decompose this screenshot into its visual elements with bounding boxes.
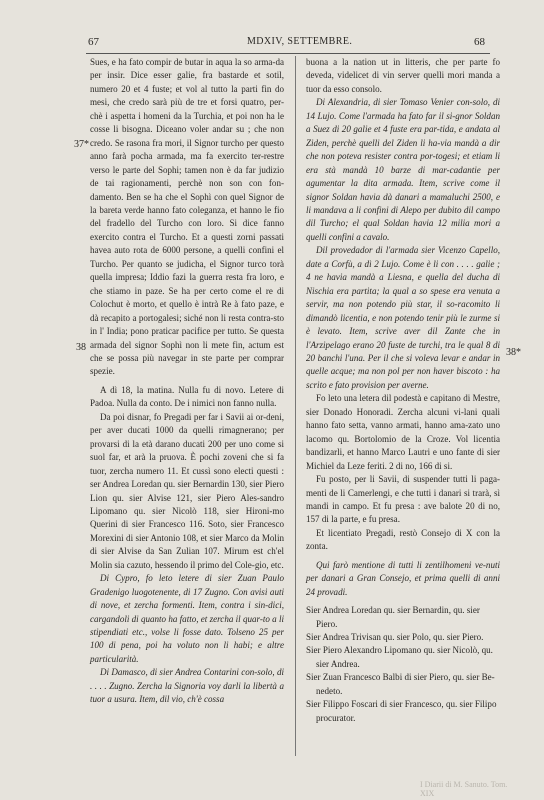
running-title: MDXIV, SETTEMBRE. bbox=[247, 36, 353, 47]
margin-mark-38-right: 38* bbox=[506, 347, 521, 358]
right-column bbox=[306, 56, 500, 725]
paragraph: Et licentiato Pregadi, restò Consejo di X con la zonta. bbox=[306, 527, 500, 552]
list-item: Sier Andrea Loredan qu. sier Bernardin, qu. sier Piero. bbox=[306, 605, 480, 629]
paragraph: Dil provedador di l'armada sier Vicenzo Capello, date a Corfù, a dì 2 Lujo. Come è li con . . . . galie ; 4 ne havia mandà a Liesna, e quella del ducha di Nischia era partita; la qual a so spese era venuta a servir, ma non potendo più star, il so-racomito li dimandò licentia, e non potendo tenir più le zurme si è levato. Item, scrive aver dil Zante che in l'Arzipelago erano 20 fuste de turchi, tra le qual 8 di 20 banchi l'una. Per il che si voleva levar e andar in quelle acque; ma non pol per non haver biscoto : ha scrito e fato provision per averne. bbox=[306, 245, 500, 390]
list-item: Sier Piero Alexandro Lipomano qu. sier Nicolò, qu. sier Andrea. bbox=[306, 645, 493, 669]
list-item: Sier Andrea Trivisan qu. sier Polo, qu. sier Piero. bbox=[306, 632, 484, 643]
paragraph: Di Damasco, di sier Andrea Contarini con-solo, di . . . . Zugno. Zercha la Signoria voy darli la libertà a tuor a usura. Item, dil vio, ch'è cossa bbox=[90, 667, 284, 705]
list-item: Sier Filippo Foscari di sier Francesco, qu. sier Filipo procurator. bbox=[306, 699, 497, 723]
paragraph: Da poi disnar, fo Pregadi per far i Savii ai or-deni, per aver ducati 1000 da quelli rimagnerano; per provarsi di la età darano ducati 200 per uno come si suol far, et arà la pruova. È pochi zoveni che si fa tuor, zercha numero 11. Et cussì sono electi questi : ser Andrea Loredan qu. sier Bernardin 130, sier Piero Lion qu. sier Alvise 121, sier Piero Ales-sandro Lipomano qu. sier Nicolò 118, sier Hironi-mo Querini di sier Francesco 116. Soto, sier Francesco Morexini di sier Antonio 108, et sier Marco da Molin di sier Alvise da San Zulian 107. Mirum est ch'el Molin sia cazuto, hessendo il primo del Cole-gio, etc. bbox=[90, 411, 284, 570]
paragraph: Fo leto una letera dil podestà e capitano di Mestre, sier Donado Honoradi. Zercha alcuni vi-lani quali hanno fato setta, vanno armati, hanno ama-zato uno lacomo qu. Bortolomio de la Croze. Vol licentia bandizarli, et hanno Marco Lautri e uno fante di sier Michiel da Leze feriti. 2 di no, 166 di si. bbox=[306, 393, 500, 471]
section-heading: Qui farò mentione di tutti li zentilhomeni ve-nuti per danari a Gran Consejo, et prima quelli di anni 24 provadi. bbox=[306, 559, 500, 597]
paragraph: A dì 18, la matina. Nulla fu di novo. Letere di Padoa. Nulla da conto. De i nimici non fanno nulla. bbox=[90, 384, 284, 409]
paragraph: buona a la nation ut in litteris, che per parte fo deveda, videlicet di vin server quelli mori manda a tuor da esso consolo. bbox=[306, 57, 500, 94]
paragraph: Di Alexandria, di sier Tomaso Venier con-solo, di 14 Lujo. Come l'armada ha fato far il si-gnor Soldan a Suez di 20 galie et 4 fuste era par-tida, e andata al Ziden, perchè quelli del Ziden li ha-via mandà a dir che non poteva resister contra por-togesi; et etiam li era stà mandà 10 barze di mar-cadantie per agumentar la dita armada. Item, scrive come il signor Soldan havia dà danari a mamaluchi 2500, e li mandava a li confini di Alepo per dubito dil campo dil Turcho; el qual Soldan havia 12 milia mori a quelli confini a cavalo. bbox=[306, 97, 500, 242]
paragraph: Di Cypro, fo leto letere di sier Zuan Paulo Gradenigo luogotenente, di 17 Zugno. Con avisi auti di nove, et zercha formenti. Item, contra i sin-dici, cargandoli di quanto ha fatto, et zercha il quar-to a li stipendiati etc., volse li fosse dato. Tolseno 25 per 100 di pena, poi ha voluto non li habi; e altre particularità. bbox=[90, 573, 284, 664]
header-rule bbox=[86, 53, 490, 54]
left-column bbox=[90, 56, 284, 707]
list-item: Sier Zuan Francesco Balbi di sier Piero, qu. sier Be-nedeto. bbox=[306, 672, 495, 696]
left-page-number: 67 bbox=[88, 36, 99, 48]
footer-faded-text: I Diarii di M. Sanuto. Tom. XIX bbox=[420, 780, 508, 798]
margin-mark-37: 37* bbox=[74, 139, 89, 150]
paragraph: Fu posto, per li Savii, di suspender tutti li paga-menti de li Camerlengi, e che tutti i danari si trarà, sì mandi in campo. Et fu presa : ave balote 20 di no, 157 di la parte, e fu presa. bbox=[306, 474, 500, 525]
margin-mark-38-left: 38 bbox=[76, 342, 86, 353]
right-page-number: 68 bbox=[474, 36, 485, 48]
paragraph: Sues, e ha fato compir de butar in aqua la so arma-da per insir. Dice esser galie, fra bastarde et sotil, numero 20 et 4 fuste; et vol al tutto la parti fin do mesi, che credo sarà più de tre et forsi quatro, per-chè i aspetta i homeni da la Turchia, et poi non ha le cosse li bisogna. Diceano voler andar su ; che non credo. Se rasona fra mori, il Signor turcho per questo anno farà pocha armada, ma fa exercito ter-restre verso le parte del Sophi; tamen non è da far judizio de tai ragionamenti, perchè non son con fon-damento. Ben se ha che el Sophì con quel Signor de la bareta verde hanno fato coleganza, et hanno le fio del fradello del Turcho con loro. Si dice fanno exercito contra el Turcho. Et a questi zorni passati havea auto rota de 6000 persone, a quelli confini el Turcho. Per quanto se judicha, el Signor turco torà quella impresa; Iddio fazi la guerra resta fra loro, e che stiamo in paze. Se ha per certo come el re di Colochut è morto, et quello è intrà Re à fato paze, e dà recapito a portogalesi; siché non li resta contra-sto in l' India; pono praticar pacifice per tutto. Se questa armada del signor Sophì non li mete fin, actum est che se possa più navegar in ste parte per comprar spezie. bbox=[90, 57, 284, 377]
column-divider bbox=[295, 56, 296, 756]
